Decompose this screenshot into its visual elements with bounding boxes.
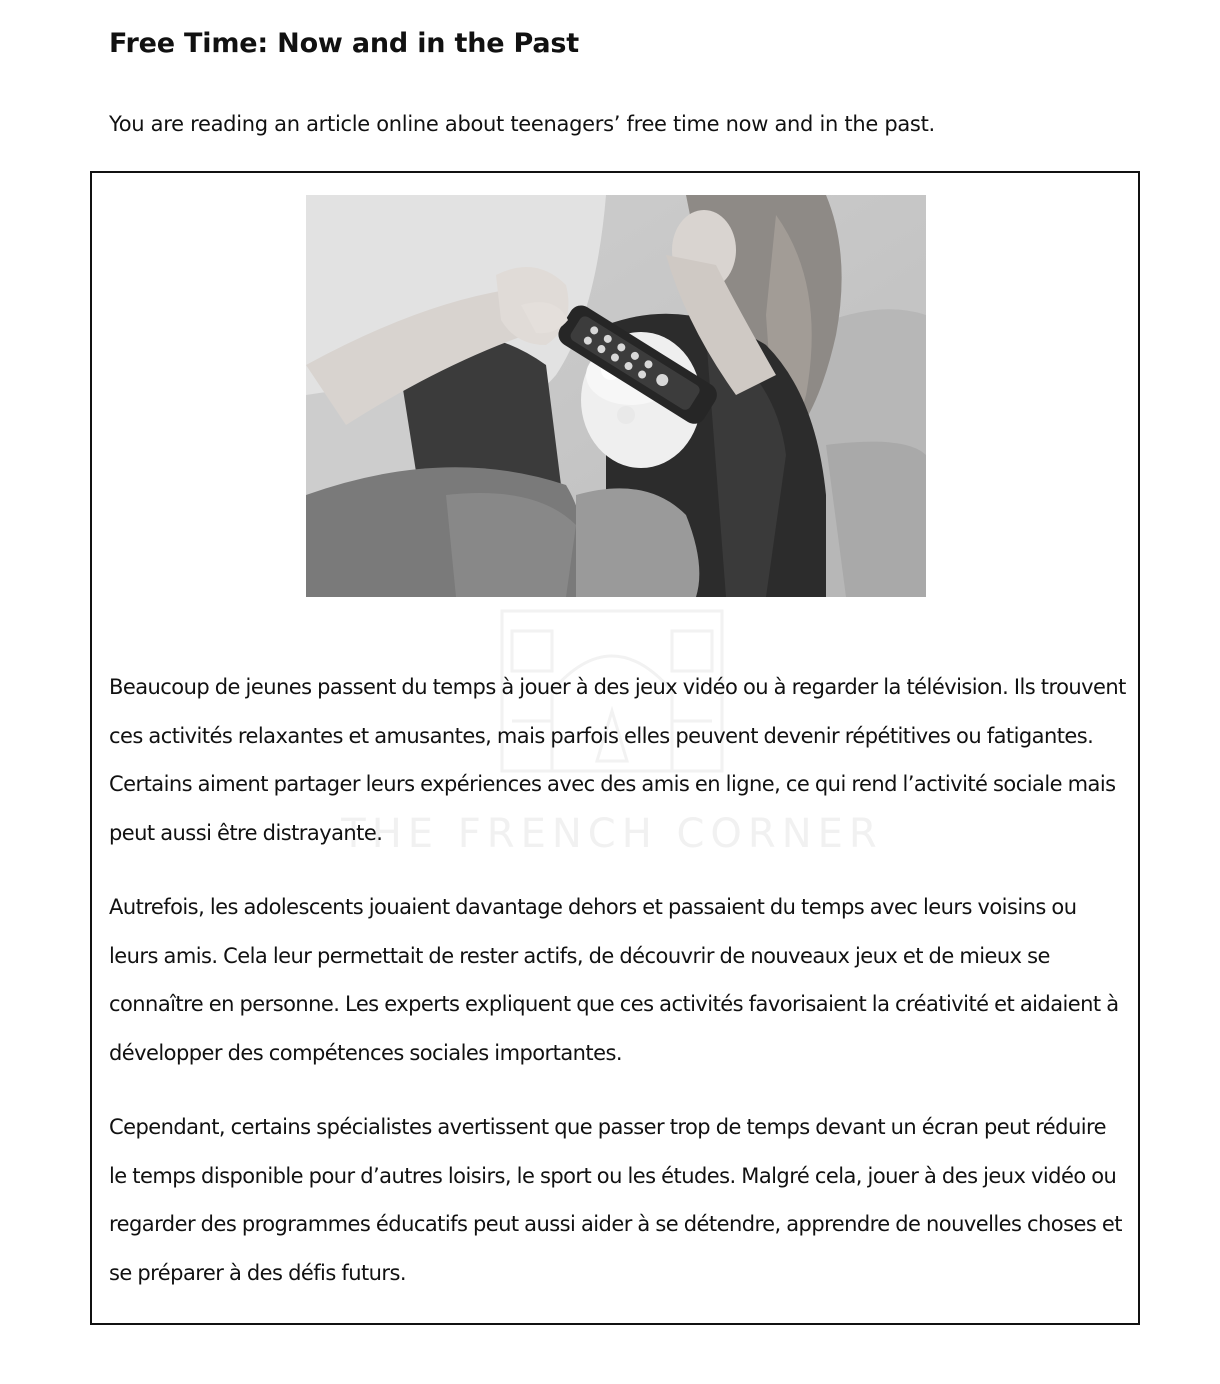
tv-remote-popcorn-illustration [306, 195, 926, 597]
article-photo [306, 195, 926, 597]
watermark-text: THE FRENCH CORNER [341, 811, 883, 857]
article-paragraph-1: Beaucoup de jeunes passent du temps à jouer à des jeux vidéo ou à regarder la télévision. Ils trouvent ces activités relaxantes et amusantes, mais parfois elles peuvent devenir répétitives ou fatigantes. Certains aiment partager leurs expériences avec des amis en ligne, ce qui rend l’activité sociale mais peut aussi être distrayante. [109, 675, 1126, 845]
article-box [90, 171, 1140, 1325]
article-paragraph-3: Cependant, certains spécialistes avertissent que passer trop de temps devant un écran peut réduire le temps disponible pour d’autres loisirs, le sport ou les études. Malgré cela, jouer à des jeux vidéo ou regarder des programmes éducatifs peut aussi aider à se détendre, apprendre de nouvelles choses et se préparer à des défis futurs. [109, 1115, 1122, 1285]
intro-text: You are reading an article online about teenagers’ free time now and in the past. [109, 112, 935, 136]
article-paragraph-2: Autrefois, les adolescents jouaient davantage dehors et passaient du temps avec leurs voisins ou leurs amis. Cela leur permettait de rester actifs, de découvrir de nouveaux jeux et de mieux se connaître en personne. Les experts expliquent que ces activités favorisaient la créativité et aidaient à développer des compétences sociales importantes. [109, 895, 1119, 1065]
page-title: Free Time: Now and in the Past [109, 28, 580, 59]
article-body [109, 663, 1129, 1323]
